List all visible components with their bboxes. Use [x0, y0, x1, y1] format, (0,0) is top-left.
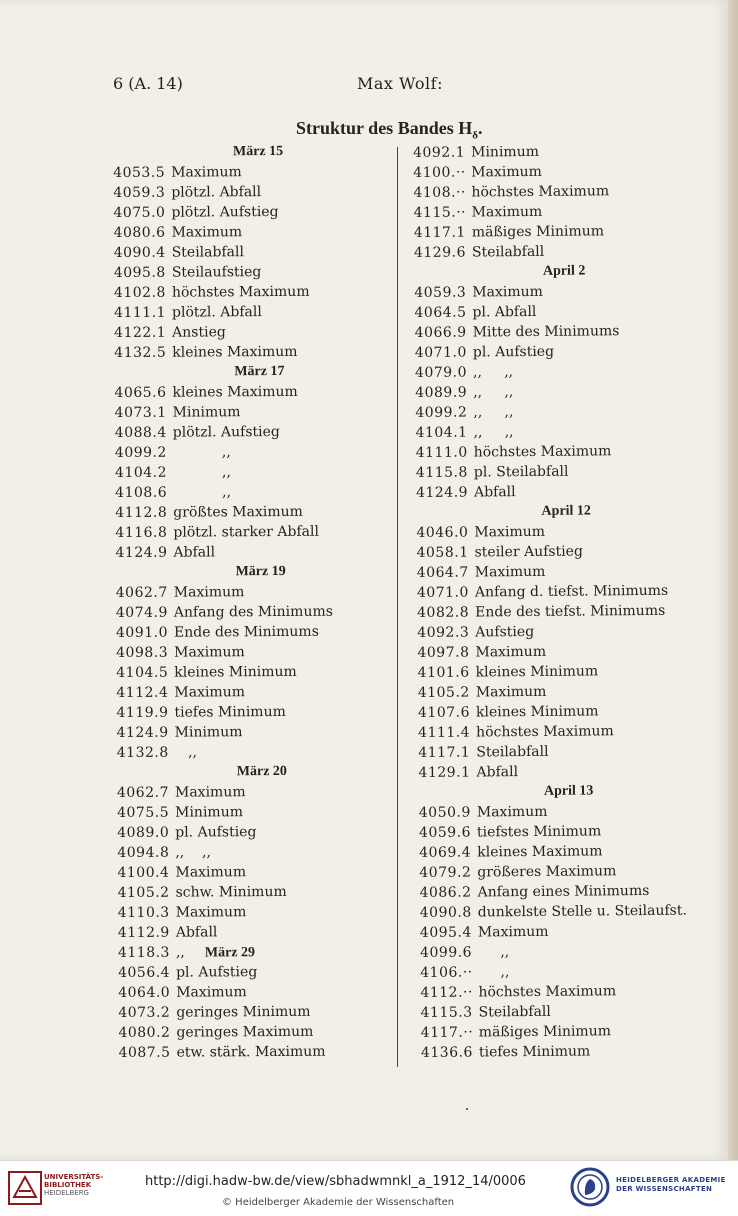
feature-description: pl. Aufstieg [472, 343, 555, 361]
wavelength-value: 4107.6 [417, 704, 471, 721]
wavelength-value: 4065.6 [114, 384, 167, 401]
feature-description: Minimum [174, 724, 243, 741]
wavelength-value: 4064.0 [118, 984, 171, 1001]
spectrum-entry [115, 541, 405, 563]
wavelength-value: 4094.8 [117, 844, 170, 861]
spectrum-entry [116, 601, 406, 623]
spectrum-entry [114, 341, 404, 363]
wavelength-value: 4129.1 [418, 764, 471, 781]
wavelength-value: 4090.8 [419, 904, 472, 921]
wavelength-value: 4129.6 [413, 244, 467, 261]
wavelength-value: 4118.3 [117, 944, 170, 961]
feature-description: Maximum [476, 803, 548, 821]
wavelength-value: 4108.6 [115, 484, 168, 501]
feature-description: Maximum [171, 224, 243, 241]
spectrum-entry [418, 720, 718, 743]
spectrum-entry [417, 580, 717, 603]
title-suffix: . [477, 118, 483, 138]
wavelength-value: 4105.2 [117, 884, 170, 901]
wavelength-value: 4074.9 [115, 604, 168, 621]
spectrum-entry [114, 241, 404, 263]
page-number: 6 (A. 14) [113, 74, 183, 93]
spectrum-entry [113, 161, 403, 183]
spectrum-entry [116, 701, 406, 723]
spectrum-entry [413, 180, 713, 203]
wavelength-value: 4099.2 [114, 444, 167, 461]
feature-description: Maximum [176, 984, 247, 1001]
feature-description: Ende des Minimums [173, 623, 319, 641]
feature-description: pl. Abfall [472, 303, 537, 321]
feature-description: pl. Steilabfall [473, 463, 569, 481]
feature-description: Anstieg [172, 324, 226, 341]
feature-description: dunkelste Stelle u. Steilaufst. [477, 902, 687, 921]
feature-description: kleines Maximum [477, 843, 603, 861]
spectrum-entry [114, 321, 404, 343]
wavelength-value: 4059.3 [414, 284, 467, 301]
spectrum-entry [115, 441, 405, 463]
wavelength-value: 4090.4 [113, 244, 166, 261]
wavelength-value: 4066.9 [414, 324, 467, 341]
spectrum-entry [117, 861, 407, 883]
feature-description: Abfall [473, 484, 516, 501]
spectrum-entry [418, 660, 718, 683]
wavelength-value: 4132.8 [116, 744, 169, 761]
wavelength-value: 4115.3 [420, 1004, 473, 1021]
feature-description: ,, ,, [472, 364, 514, 381]
wavelength-value: 4115.·· [413, 204, 467, 221]
wavelength-value: 4106.·· [420, 964, 473, 981]
spectrum-entry [415, 340, 715, 363]
spectrum-entry [416, 520, 716, 543]
spectrum-entry [420, 960, 720, 983]
feature-description: geringes Minimum [176, 1003, 311, 1021]
feature-description: ,, [173, 484, 232, 501]
feature-description: Mitte des Minimums [472, 323, 620, 341]
library-name-line2: BIBLIOTHEK [44, 1181, 92, 1189]
spectrum-entry [419, 880, 719, 903]
spectrum-entry [118, 921, 408, 943]
wavelength-value: 4132.5 [114, 344, 167, 361]
feature-description: Maximum [472, 283, 543, 301]
feature-description: Abfall [173, 544, 216, 561]
spectrum-entry [418, 700, 718, 723]
wavelength-value: 4064.7 [416, 564, 469, 581]
wavelength-value: 4117.·· [420, 1024, 474, 1041]
spectrum-entry [116, 581, 406, 603]
feature-description: tiefstes Minimum [476, 823, 602, 841]
feature-description: tiefes Minimum [174, 703, 286, 721]
wavelength-value: 4111.4 [418, 724, 471, 741]
wavelength-value: 4115.8 [415, 464, 468, 481]
feature-description: Steilaufstieg [171, 264, 262, 281]
wavelength-value: 4136.6 [420, 1044, 474, 1061]
spectrum-entry [115, 481, 405, 503]
spectrum-entry [116, 661, 406, 683]
academy-name-line2: DER WISSENSCHAFTEN [616, 1185, 713, 1193]
spectrum-entry [118, 961, 408, 983]
spectrum-entry [117, 721, 407, 743]
feature-description: ,, [172, 444, 231, 461]
feature-description: Maximum [175, 904, 247, 921]
feature-description: höchstes Maximum [476, 723, 614, 741]
wavelength-value: 4079.0 [414, 364, 468, 381]
date-heading: März 20 [236, 763, 287, 780]
wavelength-value: 4050.9 [418, 804, 471, 821]
wavelength-value: 4091.0 [115, 624, 169, 641]
wavelength-value: 4071.0 [416, 584, 469, 601]
feature-description: Steilabfall [476, 743, 549, 761]
feature-description: höchstes Maximum [473, 443, 612, 461]
spectrum-entry [115, 501, 405, 523]
spectrum-entry [417, 600, 717, 623]
feature-description: plötzl. Abfall [171, 304, 262, 321]
wavelength-value: 4079.2 [419, 864, 472, 881]
feature-description: Maximum [171, 164, 242, 181]
feature-description: plötzl. Abfall [171, 184, 262, 201]
wavelength-value: 4082.8 [417, 604, 470, 621]
wavelength-value: 4111.0 [415, 444, 468, 461]
wavelength-value: 4062.7 [116, 784, 170, 801]
wavelength-value: 4053.5 [113, 164, 166, 181]
wavelength-value: 4124.9 [116, 724, 169, 741]
feature-description: Maximum [474, 563, 546, 581]
date-heading: April 13 [543, 783, 594, 799]
feature-description: höchstes Maximum [471, 183, 610, 201]
spectrum-entry [419, 820, 719, 843]
page-title [296, 118, 482, 142]
feature-description: Steilabfall [471, 243, 545, 261]
feature-description: Minimum [172, 404, 241, 421]
date-heading: April 12 [541, 503, 591, 519]
spectrum-entry [115, 521, 405, 543]
spectrum-entry [115, 461, 405, 483]
date-heading: März 19 [235, 563, 286, 580]
right-column [413, 140, 721, 1063]
spectrum-entry [113, 221, 403, 243]
spectrum-entry [414, 220, 714, 243]
feature-description: ,, ,, [473, 404, 514, 421]
wavelength-value: 4110.3 [117, 904, 170, 921]
wavelength-value: 4102.8 [113, 284, 166, 301]
spectrum-entry [416, 480, 716, 503]
feature-description: kleines Minimum [475, 703, 599, 721]
spectrum-entry [118, 941, 408, 963]
academy-name-line1: HEIDELBERGER AKADEMIE [616, 1176, 726, 1184]
spectrum-entry [114, 281, 404, 303]
wavelength-value: 4059.3 [113, 184, 166, 201]
wavelength-value: 4111.1 [113, 304, 167, 321]
spectrum-entry [118, 881, 408, 903]
feature-description: Minimum [175, 804, 244, 821]
wavelength-value: 4080.2 [118, 1024, 171, 1041]
library-name [44, 1173, 103, 1197]
feature-description: Maximum [174, 784, 246, 801]
spectrum-entry [114, 381, 404, 403]
wavelength-value: 4080.6 [113, 224, 166, 241]
ink-speck [466, 1108, 468, 1110]
spectrum-entry [418, 760, 718, 783]
spectrum-entry [420, 980, 720, 1003]
date-heading: April 2 [542, 263, 586, 279]
spectrum-entry [416, 440, 716, 463]
feature-description: ,, [478, 964, 510, 981]
wavelength-value: 4101.6 [417, 664, 470, 681]
feature-description: mäßiges Minimum [471, 223, 605, 241]
wavelength-value: 4100.4 [117, 864, 170, 881]
feature-description: schw. Minimum [175, 883, 287, 901]
spectrum-entry [419, 840, 719, 863]
spectrum-entry [414, 280, 714, 303]
feature-description: plötzl. Aufstieg [171, 203, 279, 221]
spectrum-entry [113, 201, 403, 223]
feature-description: kleines Maximum [172, 343, 298, 361]
feature-description: geringes Maximum [176, 1023, 314, 1041]
wavelength-value: 4071.0 [414, 344, 467, 361]
spectrum-entry [418, 680, 718, 703]
feature-description: mäßiges Minimum [478, 1023, 612, 1041]
spectrum-entry [114, 261, 404, 283]
spectrum-entry [417, 560, 717, 583]
feature-description: steiler Aufstieg [474, 543, 583, 561]
spectrum-entry [420, 920, 720, 943]
wavelength-value: 4124.9 [415, 484, 469, 501]
wavelength-value: 4100.·· [413, 164, 466, 181]
spectrum-entry [117, 741, 407, 763]
academy-name [616, 1176, 726, 1194]
feature-description: etw. stärk. Maximum [176, 1043, 326, 1061]
feature-description: plötzl. Aufstieg [172, 423, 280, 441]
copyright-notice: © Heidelberger Akademie der Wissenschaften [222, 1197, 455, 1208]
feature-description: Maximum [173, 584, 245, 601]
wavelength-value: 4064.5 [414, 304, 467, 321]
spectrum-entry [116, 641, 406, 663]
spectrum-entry [115, 421, 405, 443]
spectrum-entry [414, 300, 714, 323]
wavelength-value: 4059.6 [418, 824, 472, 841]
wavelength-value: 4073.1 [114, 404, 167, 421]
wavelength-value: 4104.5 [116, 664, 169, 681]
spectrum-entry [420, 940, 720, 963]
feature-description: Maximum [474, 523, 546, 541]
library-name-line1: UNIVERSITÄTS- [44, 1173, 104, 1181]
feature-description: ,, [174, 744, 198, 761]
wavelength-value: 4086.2 [419, 884, 472, 901]
spectrum-entry [117, 781, 407, 803]
wavelength-value: 4108.·· [413, 184, 466, 201]
feature-description: ,, ,, [473, 384, 514, 401]
wavelength-value: 4122.1 [114, 324, 167, 341]
feature-description: pl. Aufstieg [176, 964, 258, 981]
spectrum-entry [116, 621, 406, 643]
feature-description: kleines Minimum [475, 663, 599, 681]
feature-description: höchstes Maximum [478, 983, 617, 1001]
wavelength-value: 4056.4 [118, 964, 171, 981]
left-column [113, 141, 409, 1063]
feature-description: Abfall [175, 924, 218, 941]
spectrum-entry [420, 900, 720, 923]
title-text: Struktur des Bandes H [296, 118, 473, 138]
spectrum-entry [415, 380, 715, 403]
spectrum-entry [414, 240, 714, 263]
feature-description: Maximum [477, 923, 549, 941]
spectrum-entry [118, 901, 408, 923]
wavelength-value: 4105.2 [417, 684, 470, 701]
spectrum-entry [415, 320, 715, 343]
wavelength-value: 4116.8 [115, 524, 168, 541]
feature-description: Maximum [174, 684, 246, 701]
wavelength-value: 4058.1 [416, 544, 469, 561]
wavelength-value: 4092.1 [413, 144, 466, 161]
spectrum-entry [118, 1021, 408, 1043]
wavelength-value: 4097.8 [417, 644, 470, 661]
feature-description: Abfall [476, 764, 519, 781]
wavelength-value: 4075.5 [117, 804, 170, 821]
wavelength-value: 4104.1 [415, 424, 468, 441]
spectrum-entry [118, 1001, 408, 1023]
feature-description: Anfang eines Minimums [477, 882, 650, 901]
spectrum-entry [417, 620, 717, 643]
spectrum-entry [114, 301, 404, 323]
wavelength-value: 4119.9 [116, 704, 169, 721]
wavelength-value: 4095.8 [113, 264, 166, 281]
feature-description: ,, ,, [175, 844, 211, 861]
wavelength-value: 4095.4 [419, 924, 472, 941]
spectrum-entry [414, 200, 714, 223]
feature-description: plötzl. starker Abfall [173, 523, 320, 541]
wavelength-value: 4089.9 [415, 384, 468, 401]
spectrum-entry [413, 160, 713, 183]
feature-description: Minimum [471, 143, 540, 161]
feature-description: ,, [172, 464, 231, 481]
feature-description: größeres Maximum [477, 863, 617, 881]
spectrum-entry [113, 181, 403, 203]
wavelength-value: 4112.9 [117, 924, 170, 941]
wavelength-value: 4112.8 [115, 504, 168, 521]
wavelength-value: 4104.2 [114, 464, 168, 481]
spectrum-entry [117, 841, 407, 863]
date-heading: März 17 [234, 363, 285, 380]
wavelength-value: 4112.4 [116, 684, 169, 701]
spectrum-entry [418, 740, 718, 763]
wavelength-value: 4088.4 [114, 424, 167, 441]
wavelength-value: 4124.9 [115, 544, 168, 561]
spectrum-entry [417, 640, 717, 663]
spectrum-entry [116, 681, 406, 703]
spectrum-entry [415, 420, 715, 443]
spectrum-entry [415, 400, 715, 423]
feature-description: Aufstieg [475, 623, 535, 641]
spectrum-entry [421, 1040, 721, 1063]
feature-description: Maximum [475, 683, 547, 701]
feature-description: ,, [175, 944, 185, 961]
spectrum-entry [421, 1020, 721, 1043]
page-edge [728, 0, 738, 1160]
viewer-footer [0, 1160, 738, 1216]
wavelength-value: 4046.0 [416, 524, 469, 541]
feature-description: kleines Minimum [174, 663, 297, 681]
feature-description: Maximum [471, 203, 543, 221]
spectrum-entry [419, 800, 719, 823]
wavelength-value: 4117.1 [418, 744, 471, 761]
wavelength-value: 4075.0 [113, 204, 166, 221]
wavelength-value: 4087.5 [118, 1044, 171, 1061]
feature-description: pl. Aufstieg [175, 824, 257, 841]
feature-description: Anfang des Minimums [173, 603, 333, 621]
spectrum-entry [413, 140, 713, 163]
feature-description: größtes Maximum [173, 503, 303, 521]
spectrum-entry [416, 540, 716, 563]
feature-description: ,, [477, 944, 510, 961]
spectrum-entry [117, 821, 407, 843]
feature-description: Maximum [471, 163, 542, 181]
feature-description: Ende des tiefst. Minimums [475, 602, 666, 621]
feature-description: ,, ,, [473, 424, 514, 441]
spectrum-entry [421, 1000, 721, 1023]
spectrum-entry [416, 460, 716, 483]
permalink-url[interactable]: http://digi.hadw-bw.de/view/sbhadwmnkl_a_1912_14/0006 [145, 1174, 526, 1189]
feature-description: Maximum [475, 643, 547, 661]
spectrum-entry [419, 860, 719, 883]
spectrum-entry [118, 981, 408, 1003]
wavelength-value: 4112.·· [420, 984, 473, 1001]
wavelength-value: 4073.2 [118, 1004, 171, 1021]
feature-description: Steilabfall [478, 1003, 551, 1021]
wavelength-value: 4069.4 [419, 844, 472, 861]
wavelength-value: 4117.1 [413, 224, 466, 241]
feature-description: Maximum [175, 864, 247, 881]
feature-description: Steilabfall [171, 244, 244, 261]
running-head-author: Max Wolf: [357, 74, 443, 93]
wavelength-value: 4099.6 [419, 944, 473, 961]
library-name-line3: HEIDELBERG [44, 1189, 89, 1197]
spectrum-entry [415, 360, 715, 383]
feature-description: kleines Maximum [172, 383, 298, 401]
wavelength-value: 4092.3 [417, 624, 470, 641]
university-library-logo-icon [8, 1171, 42, 1205]
feature-description: Anfang d. tiefst. Minimums [474, 582, 669, 601]
academy-seal-icon [570, 1167, 610, 1207]
date-heading: März 15 [232, 143, 284, 160]
spectrum-entry [117, 801, 407, 823]
wavelength-value: 4098.3 [116, 644, 169, 661]
spectrum-entry [115, 401, 405, 423]
feature-description: höchstes Maximum [171, 283, 310, 301]
feature-description: Maximum [174, 644, 245, 661]
wavelength-value: 4099.2 [415, 404, 468, 421]
spectrum-entry [118, 1041, 408, 1063]
wavelength-value: 4062.7 [115, 584, 168, 601]
feature-description: tiefes Minimum [478, 1043, 591, 1061]
title-subscript: δ [472, 129, 478, 142]
date-heading: März 29 [204, 945, 256, 961]
wavelength-value: 4089.0 [117, 824, 170, 841]
